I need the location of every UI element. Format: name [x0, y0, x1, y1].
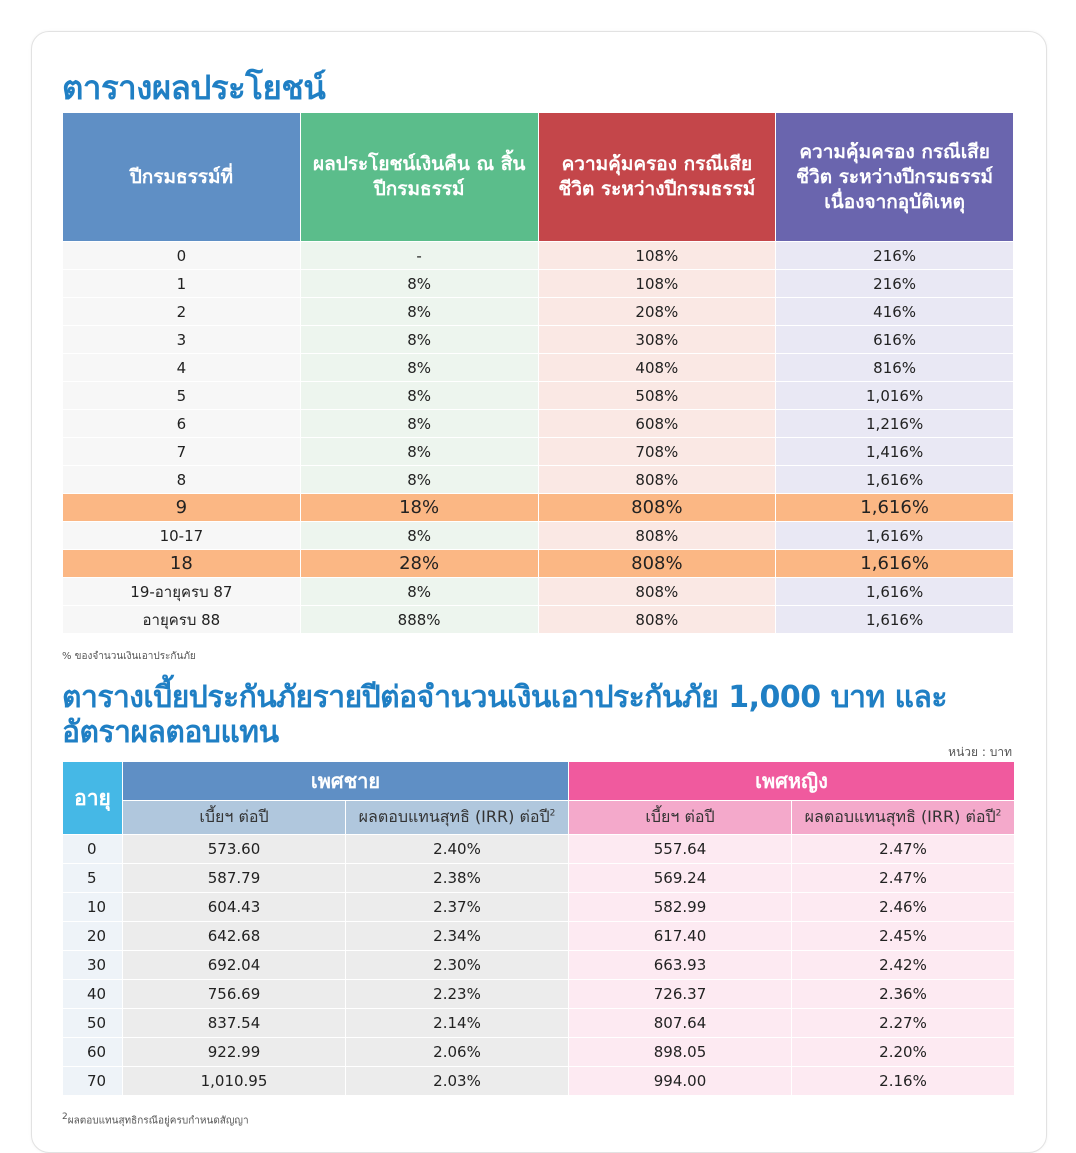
- table-row: [63, 242, 1013, 269]
- subheader-male-premium: เบี้ยฯ ต่อปี: [123, 801, 345, 834]
- cell-f-prem: 726.37: [569, 980, 791, 1008]
- cell-cash: 8%: [301, 298, 538, 325]
- cell-death: 808%: [539, 606, 776, 633]
- cell-cash: 8%: [301, 522, 538, 549]
- table-row: [63, 1009, 1014, 1037]
- cell-age: 0: [63, 835, 122, 863]
- cell-f-irr: 2.27%: [792, 1009, 1014, 1037]
- cell-f-prem: 807.64: [569, 1009, 791, 1037]
- cell-cash: 8%: [301, 270, 538, 297]
- header-cash-return: ผลประโยชน์เงินคืน ณ สิ้นปีกรมธรรม์: [301, 113, 538, 241]
- cell-cash: 8%: [301, 578, 538, 605]
- cell-cash: -: [301, 242, 538, 269]
- cell-m-irr: 2.37%: [346, 893, 568, 921]
- cell-m-prem: 604.43: [123, 893, 345, 921]
- cell-death: 808%: [539, 466, 776, 493]
- cell-accident: 1,616%: [776, 466, 1013, 493]
- cell-f-prem: 663.93: [569, 951, 791, 979]
- cell-f-irr: 2.47%: [792, 864, 1014, 892]
- cell-cash: 8%: [301, 438, 538, 465]
- cell-f-irr: 2.46%: [792, 893, 1014, 921]
- table-row: [63, 980, 1014, 1008]
- cell-accident: 816%: [776, 354, 1013, 381]
- cell-accident: 1,616%: [776, 494, 1013, 521]
- cell-year: 3: [63, 326, 300, 353]
- table-row: [63, 606, 1013, 633]
- cell-m-irr: 2.40%: [346, 835, 568, 863]
- table-row: [63, 893, 1014, 921]
- cell-death: 808%: [539, 550, 776, 577]
- table-row: [63, 550, 1013, 577]
- table-row: [63, 835, 1014, 863]
- cell-accident: 216%: [776, 242, 1013, 269]
- premium-table-body: [63, 835, 1014, 1095]
- cell-year: 4: [63, 354, 300, 381]
- table-row: [63, 864, 1014, 892]
- cell-death: 208%: [539, 298, 776, 325]
- cell-cash: 8%: [301, 466, 538, 493]
- cell-m-irr: 2.06%: [346, 1038, 568, 1066]
- header-female: เพศหญิง: [569, 762, 1014, 800]
- cell-year: 19-อายุครบ 87: [63, 578, 300, 605]
- cell-accident: 416%: [776, 298, 1013, 325]
- cell-death: 108%: [539, 270, 776, 297]
- header-male: เพศชาย: [123, 762, 568, 800]
- cell-year: 1: [63, 270, 300, 297]
- cell-death: 608%: [539, 410, 776, 437]
- cell-year: 7: [63, 438, 300, 465]
- cell-f-irr: 2.20%: [792, 1038, 1014, 1066]
- cell-death: 108%: [539, 242, 776, 269]
- cell-year: 9: [63, 494, 300, 521]
- benefit-footnote: % ของจำนวนเงินเอาประกันภัย: [62, 651, 196, 662]
- cell-death: 808%: [539, 522, 776, 549]
- cell-cash: 18%: [301, 494, 538, 521]
- cell-m-irr: 2.38%: [346, 864, 568, 892]
- unit-label: หน่วย : บาท: [948, 745, 1012, 759]
- cell-f-prem: 557.64: [569, 835, 791, 863]
- cell-f-irr: 2.47%: [792, 835, 1014, 863]
- subheader-male-irr: ผลตอบแทนสุทธิ (IRR) ต่อปี$^2$: [346, 801, 568, 834]
- cell-age: 10: [63, 893, 122, 921]
- cell-cash: 8%: [301, 354, 538, 381]
- cell-death: 808%: [539, 578, 776, 605]
- premium-footnote: $^2$ผลตอบแทนสุทธิกรณีอยู่ครบกำหนดสัญญา: [62, 1112, 249, 1127]
- cell-age: 70: [63, 1067, 122, 1095]
- cell-year: 18: [63, 550, 300, 577]
- cell-year: 5: [63, 382, 300, 409]
- cell-death: 308%: [539, 326, 776, 353]
- table-row: [63, 438, 1013, 465]
- cell-f-prem: 617.40: [569, 922, 791, 950]
- cell-death: 508%: [539, 382, 776, 409]
- cell-age: 50: [63, 1009, 122, 1037]
- cell-cash: 8%: [301, 326, 538, 353]
- cell-year: อายุครบ 88: [63, 606, 300, 633]
- table-row: [63, 466, 1013, 493]
- cell-year: 10-17: [63, 522, 300, 549]
- cell-f-irr: 2.45%: [792, 922, 1014, 950]
- cell-f-prem: 582.99: [569, 893, 791, 921]
- cell-death: 408%: [539, 354, 776, 381]
- table-row: [63, 578, 1013, 605]
- cell-cash: 28%: [301, 550, 538, 577]
- subheader-female-premium: เบี้ยฯ ต่อปี: [569, 801, 791, 834]
- cell-cash: 8%: [301, 382, 538, 409]
- cell-m-irr: 2.14%: [346, 1009, 568, 1037]
- header-death-coverage: ความคุ้มครอง กรณีเสียชีวิต ระหว่างปีกรมธรรม์: [539, 113, 776, 241]
- cell-m-irr: 2.34%: [346, 922, 568, 950]
- cell-accident: 1,016%: [776, 382, 1013, 409]
- cell-year: 2: [63, 298, 300, 325]
- cell-m-prem: 837.54: [123, 1009, 345, 1037]
- cell-m-irr: 2.30%: [346, 951, 568, 979]
- table-row: [63, 326, 1013, 353]
- cell-cash: 8%: [301, 410, 538, 437]
- benefit-table-title: ตารางผลประโยชน์: [62, 68, 326, 107]
- cell-year: 0: [63, 242, 300, 269]
- cell-accident: 1,616%: [776, 606, 1013, 633]
- cell-accident: 616%: [776, 326, 1013, 353]
- cell-m-prem: 1,010.95: [123, 1067, 345, 1095]
- cell-age: 40: [63, 980, 122, 1008]
- cell-year: 8: [63, 466, 300, 493]
- cell-m-prem: 573.60: [123, 835, 345, 863]
- benefit-table-body: [63, 242, 1013, 633]
- cell-f-prem: 994.00: [569, 1067, 791, 1095]
- cell-m-irr: 2.23%: [346, 980, 568, 1008]
- cell-death: 808%: [539, 494, 776, 521]
- cell-accident: 216%: [776, 270, 1013, 297]
- cell-m-prem: 642.68: [123, 922, 345, 950]
- cell-f-prem: 898.05: [569, 1038, 791, 1066]
- cell-f-irr: 2.16%: [792, 1067, 1014, 1095]
- cell-f-irr: 2.36%: [792, 980, 1014, 1008]
- table-row: [63, 382, 1013, 409]
- cell-accident: 1,616%: [776, 550, 1013, 577]
- table-row: [63, 1038, 1014, 1066]
- table-row: [63, 298, 1013, 325]
- cell-f-prem: 569.24: [569, 864, 791, 892]
- table-row: [63, 922, 1014, 950]
- table-row: [63, 522, 1013, 549]
- premium-table-title: ตารางเบี้ยประกันภัยรายปีต่อจำนวนเงินเอาประกันภัย 1,000 บาท และ อัตราผลตอบแทน: [62, 680, 948, 750]
- cell-m-prem: 692.04: [123, 951, 345, 979]
- cell-accident: 1,216%: [776, 410, 1013, 437]
- cell-age: 20: [63, 922, 122, 950]
- cell-m-prem: 922.99: [123, 1038, 345, 1066]
- cell-m-prem: 756.69: [123, 980, 345, 1008]
- subheader-female-irr: ผลตอบแทนสุทธิ (IRR) ต่อปี$^2$: [792, 801, 1014, 834]
- cell-age: 30: [63, 951, 122, 979]
- table-row: [63, 354, 1013, 381]
- cell-m-prem: 587.79: [123, 864, 345, 892]
- cell-accident: 1,616%: [776, 578, 1013, 605]
- cell-cash: 888%: [301, 606, 538, 633]
- header-age: อายุ: [63, 762, 122, 834]
- benefit-table: [62, 112, 1014, 634]
- cell-accident: 1,616%: [776, 522, 1013, 549]
- table-row: [63, 494, 1013, 521]
- cell-f-irr: 2.42%: [792, 951, 1014, 979]
- table-row: [63, 410, 1013, 437]
- table-row: [63, 951, 1014, 979]
- cell-m-irr: 2.03%: [346, 1067, 568, 1095]
- cell-year: 6: [63, 410, 300, 437]
- header-accident-coverage: ความคุ้มครอง กรณีเสียชีวิต ระหว่างปีกรมธรรม์ เนื่องจากอุบัติเหตุ: [776, 113, 1013, 241]
- cell-accident: 1,416%: [776, 438, 1013, 465]
- table-row: [63, 1067, 1014, 1095]
- cell-age: 60: [63, 1038, 122, 1066]
- premium-table: [62, 761, 1015, 1096]
- cell-age: 5: [63, 864, 122, 892]
- table-row: [63, 270, 1013, 297]
- header-policy-year: ปีกรมธรรม์ที่: [63, 113, 300, 241]
- cell-death: 708%: [539, 438, 776, 465]
